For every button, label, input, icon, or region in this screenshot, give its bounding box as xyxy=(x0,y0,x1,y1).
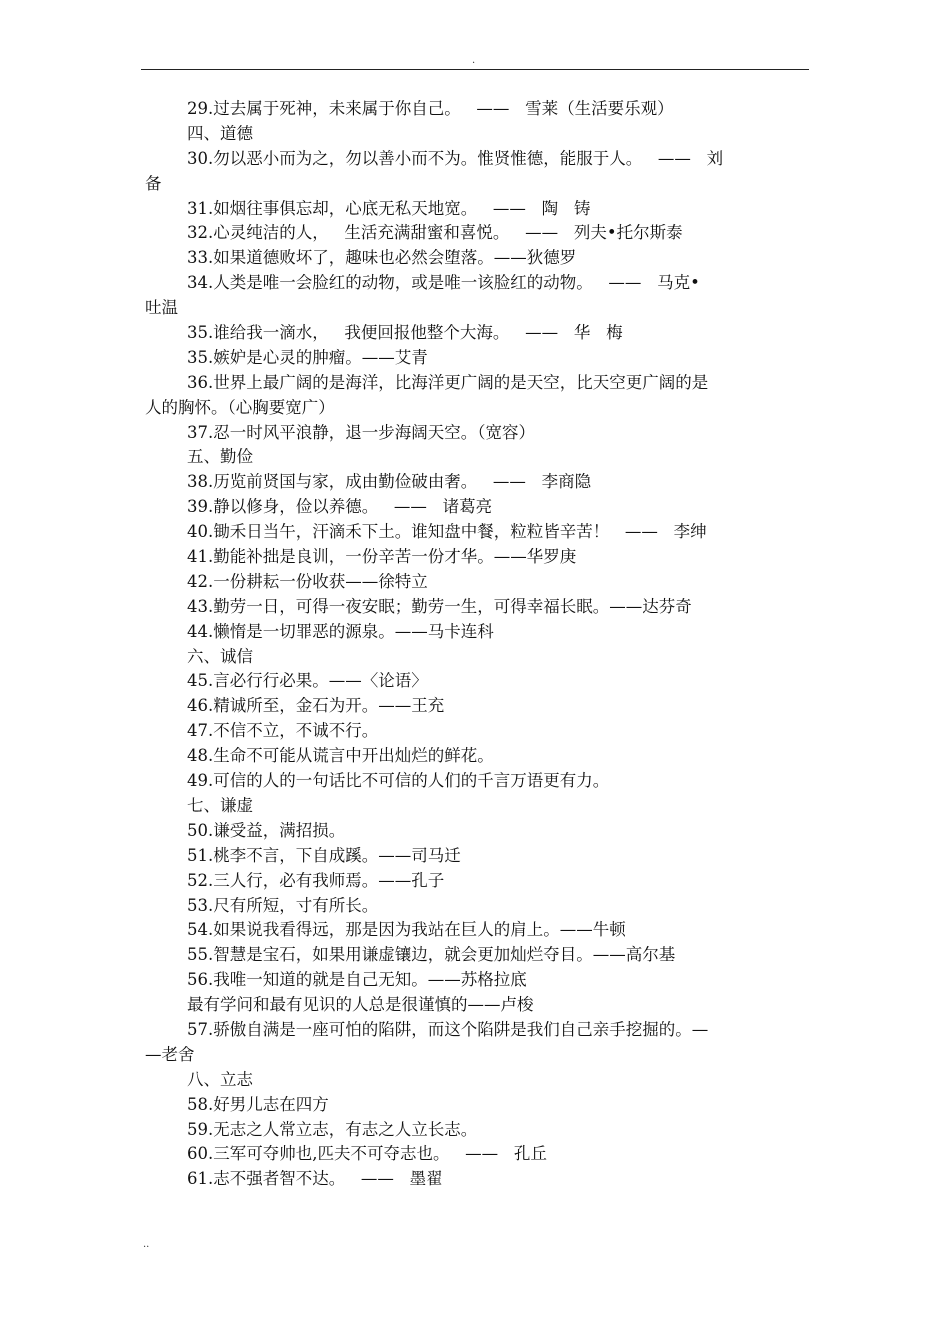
text-line: 37.忍一时风平浪静，退一步海阔天空。（宽容） xyxy=(145,422,535,442)
text-line: 七、谦虚 xyxy=(145,795,253,815)
text-line: 34.人类是唯一会脸红的动物，或是唯一该脸红的动物。 —— 马克• xyxy=(145,273,700,293)
text-line: 备 xyxy=(145,173,162,193)
text-line: —老舍 xyxy=(145,1044,195,1064)
footer-mark: .. xyxy=(143,1239,150,1250)
text-line: 47.不信不立，不诚不行。 xyxy=(145,721,379,741)
text-line: 八、立志 xyxy=(145,1069,253,1089)
text-line: 38.历览前贤国与家，成由勤俭破由奢。 —— 李商隐 xyxy=(145,472,592,492)
document-body xyxy=(145,97,809,1192)
text-line: 42.一份耕耘一份收获——徐特立 xyxy=(145,571,428,591)
text-line: 55.智慧是宝石，如果用谦虚镶边，就会更加灿烂夺目。——高尔基 xyxy=(145,945,676,965)
text-line: 35.谁给我一滴水， 我便回报他整个大海。 —— 华 梅 xyxy=(145,323,623,343)
text-line: 五、勤俭 xyxy=(145,447,253,467)
text-line: 最有学问和最有见识的人总是很谨慎的——卢梭 xyxy=(145,995,534,1015)
header-mark: . xyxy=(472,55,476,66)
text-line: 54.如果说我看得远，那是因为我站在巨人的肩上。——牛顿 xyxy=(145,920,626,940)
text-line: 58.好男儿志在四方 xyxy=(145,1094,329,1114)
text-line: 40.锄禾日当午，汗滴禾下土。谁知盘中餐，粒粒皆辛苦！ —— 李绅 xyxy=(145,522,707,542)
text-line: 59.无志之人常立志，有志之人立长志。 xyxy=(145,1119,478,1139)
text-line: 43.勤劳一日，可得一夜安眠；勤劳一生，可得幸福长眠。——达芬奇 xyxy=(145,596,692,616)
text-line: 人的胸怀。（心胸要宽广） xyxy=(145,397,335,417)
text-line: 48.生命不可能从谎言中开出灿烂的鲜花。 xyxy=(145,746,494,766)
text-line: 31.如烟往事俱忘却，心底无私天地宽。 —— 陶 铸 xyxy=(145,198,591,218)
text-line: 50.谦受益，满招损。 xyxy=(145,820,346,840)
text-line: 36.世界上最广阔的是海洋，比海洋更广阔的是天空，比天空更广阔的是 xyxy=(145,372,709,392)
text-line: 60.三军可夺帅也,匹夫不可夺志也。 —— 孔丘 xyxy=(145,1144,547,1164)
header-rule xyxy=(141,69,809,70)
text-line: 六、诚信 xyxy=(145,646,253,666)
text-line: 57.骄傲自满是一座可怕的陷阱，而这个陷阱是我们自己亲手挖掘的。— xyxy=(145,1019,709,1039)
text-line: 52.三人行，必有我师焉。——孔子 xyxy=(145,870,445,890)
text-line: 30.勿以恶小而为之，勿以善小而不为。惟贤惟德，能服于人。 —— 刘 xyxy=(145,148,724,168)
text-line: 39.静以修身，俭以养德。 —— 诸葛亮 xyxy=(145,497,493,517)
text-line: 45.言必行行必果。——〈论语〉 xyxy=(145,671,428,691)
text-line: 53.尺有所短，寸有所长。 xyxy=(145,895,379,915)
text-line: 33.如果道德败坏了，趣味也必然会堕落。——狄德罗 xyxy=(145,248,577,268)
text-line: 32.心灵纯洁的人， 生活充满甜蜜和喜悦。 —— 列夫•托尔斯泰 xyxy=(145,223,683,243)
text-line: 61.志不强者智不达。 —— 墨翟 xyxy=(145,1169,443,1189)
text-line: 44.懒惰是一切罪恶的源泉。——马卡连科 xyxy=(145,621,494,641)
text-line: 吐温 xyxy=(145,298,178,318)
text-line: 41.勤能补拙是良训，一份辛苦一份才华。——华罗庚 xyxy=(145,547,577,567)
text-line: 四、道德 xyxy=(145,123,253,143)
text-line: 51.桃李不言，下自成蹊。——司马迁 xyxy=(145,845,461,865)
text-line: 29.过去属于死神，未来属于你自己。 —— 雪莱（生活要乐观） xyxy=(145,99,674,118)
text-line: 35.嫉妒是心灵的肿瘤。——艾青 xyxy=(145,347,428,367)
text-line: 46.精诚所至，金石为开。——王充 xyxy=(145,696,445,716)
text-line: 56.我唯一知道的就是自己无知。——苏格拉底 xyxy=(145,970,527,990)
text-line: 49.可信的人的一句话比不可信的人们的千言万语更有力。 xyxy=(145,771,610,791)
